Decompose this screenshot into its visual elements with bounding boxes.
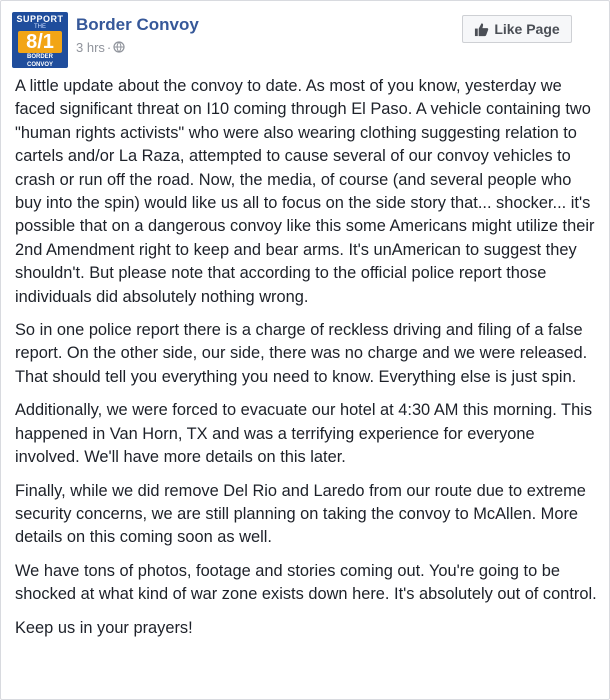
avatar-text-the: THE bbox=[34, 24, 46, 30]
avatar-text-convoy: CONVOY bbox=[26, 62, 53, 68]
page-name-link[interactable]: Border Convoy bbox=[76, 15, 199, 34]
avatar-text-date: 8/1 bbox=[18, 31, 62, 53]
post-header bbox=[12, 12, 598, 68]
like-page-label: Like Page bbox=[494, 21, 560, 37]
post-paragraph: Additionally, we were forced to evacuate our hotel at 4:30 AM this morning. This happened in Van Horn, TX and was a terrifying experience for everyone involved. We'll have more details on this later. bbox=[15, 401, 593, 467]
globe-icon[interactable] bbox=[113, 41, 125, 56]
post-timestamp[interactable]: 3 hrs bbox=[76, 40, 105, 55]
like-page-button[interactable] bbox=[462, 15, 572, 43]
post-paragraph: We have tons of photos, footage and stories coming out. You're going to be shocked at what kind of war zone exists down here. It's absolutely out of control. bbox=[15, 561, 597, 604]
post-paragraph: Finally, while we did remove Del Rio and Laredo from our route due to extreme security concerns, we are still planning on taking the convoy to McAllen. More details on this coming soon as well. bbox=[15, 481, 586, 547]
post-body bbox=[15, 75, 599, 650]
page-avatar[interactable] bbox=[12, 12, 68, 68]
thumbs-up-icon bbox=[474, 22, 489, 37]
post-meta bbox=[76, 40, 125, 56]
avatar-text-border: BORDER bbox=[26, 54, 53, 60]
post-paragraph: A little update about the convoy to date. As most of you know, yesterday we faced significant threat on I10 coming through El Paso. A vehicle containing two "human rights activists" who were also wearing clothing suggesting relation to cartels and/or La Raza, attempted to cause several of our convoy vehicles to crash or run off the road. Now, the media, of course (and several people who buy into the spin) would like us all to focus on the side story that... shocker... it's possible that on a dangerous convoy like this some Americans might utilize their 2nd Amendment right to keep and bear arms. It's unAmerican to suggest they shouldn't. But please note that according to the official police report those individuals did absolutely nothing wrong. bbox=[15, 77, 595, 306]
avatar-text-support: SUPPORT bbox=[16, 14, 64, 24]
post-paragraph: So in one police report there is a charge of reckless driving and filing of a false report. On the other side, our side, there was no charge and we were released. That should tell you everything you need to know. Everything else is just spin. bbox=[15, 321, 588, 386]
meta-separator: · bbox=[106, 40, 112, 55]
post-paragraph: Keep us in your prayers! bbox=[15, 618, 193, 637]
